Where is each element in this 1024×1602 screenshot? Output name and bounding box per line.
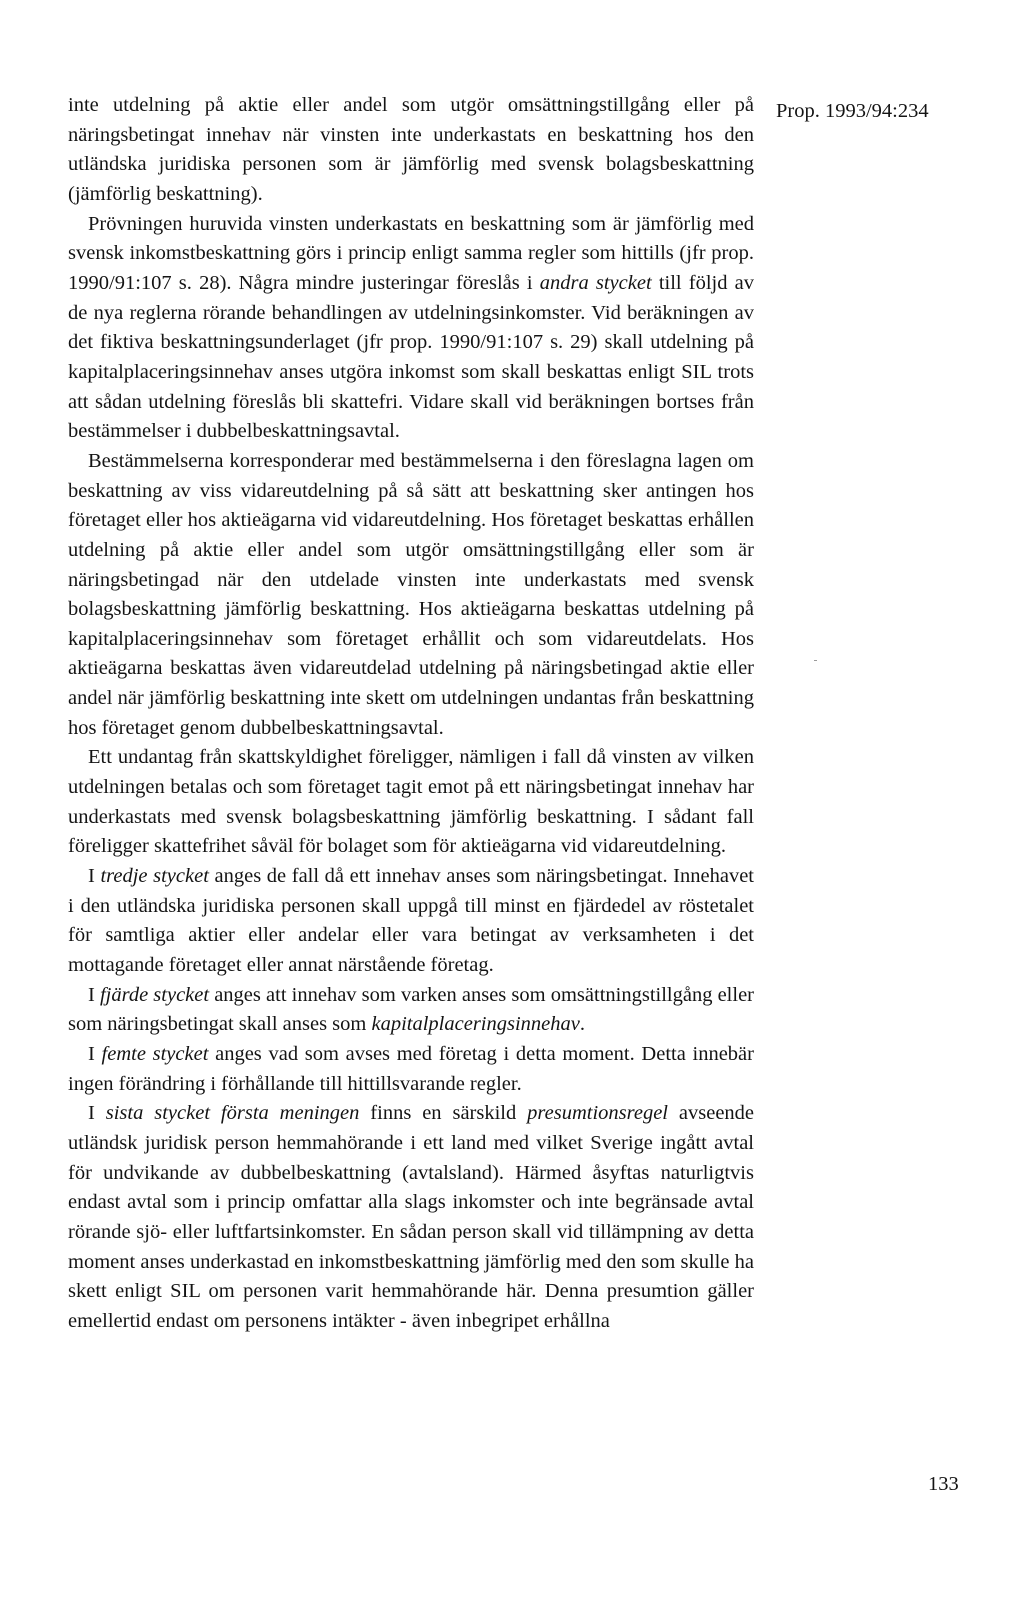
document-reference: Prop. 1993/94:234 — [776, 100, 929, 122]
text-run: I — [88, 865, 101, 888]
paragraph — [68, 981, 754, 1040]
italic-term: kapitalplaceringsinnehav — [371, 1013, 580, 1036]
italic-term: tredje stycket — [100, 865, 209, 888]
text-run: Ett undantag från skattskyldighet föreligger, nämligen i fall då vinsten av vilken utdelningen betalas och som företaget tagit emot på ett näringsbetingat innehav har underkastats med svensk bolagsbeskattning jämförlig beskattning. I sådant fall föreligger skattefrihet såväl för bolaget som för aktieägarna vid vidareutdelning. — [68, 746, 754, 858]
text-run: Prövningen huruvida vinsten underkastats en beskattning som är jämförlig med svensk inkomstbeskattning görs i princip enligt samma regler som hittills (jfr prop. 1990/91:107 s. 28). Några mindre justeringar föreslås i — [68, 212, 754, 294]
paragraph — [68, 91, 754, 210]
text-run: till följd av de nya reglerna rörande behandlingen av utdelningsinkomster. Vid beräkningen av det fiktiva beskattningsunderlaget (jfr prop. 1990/91:107 s. 29) skall utdelning på kapitalplaceringsinnehav anses utgöra inkomst som skall beskattas enligt SIL trots att sådan utdelning föreslås bli skattefri. Vidare skall vid beräkningen bortses från bestämmelser i dubbelbeskattningsavtal. — [68, 271, 754, 443]
text-run: avseende utländsk juridisk person hemmahörande i ett land med vilket Sverige ingått avtal för undvikande av dubbelbeskattning (avtalsland). Härmed åsyftas naturligtvis endast avtal som i princip omfattar alla slags inkomster och inte begränsade avtal rörande sjö- eller luftfartsinkomster. En sådan person skall vid tillämpning av detta moment anses underkastad en inkomstbeskattning jämförlig med den som skulle ha skett enligt SIL om personen varit hemmahörande här. Denna presumtion gäller emellertid endast om personens intäkter - även inbegripet erhållna — [68, 1102, 755, 1332]
italic-term: fjärde stycket — [99, 983, 210, 1006]
paragraph — [68, 1040, 754, 1099]
text-run: anges de fall då ett innehav anses som näringsbetingat. Innehavet i den utländska juridiska personen skall uppgå till minst en fjärdedel av röstetalet för samtliga aktier eller andelar eller vara betingat av verksamheten i det mottagande företaget eller annat närstående företag. — [68, 865, 755, 977]
italic-term: presumtionsregel — [527, 1102, 668, 1125]
text-run: finns en särskild — [359, 1102, 528, 1125]
body-text — [68, 91, 754, 1337]
italic-term: femte stycket — [101, 1043, 209, 1065]
paragraph — [68, 447, 754, 744]
text-run: anges att innehav som varken anses som omsättningstillgång eller som näringsbetingat skall anses som — [68, 983, 754, 1036]
text-run: I — [88, 1043, 102, 1065]
text-run: I — [88, 983, 100, 1006]
paragraph — [68, 862, 754, 981]
text-run: . — [579, 1013, 585, 1036]
paragraph — [68, 1099, 754, 1336]
scan-speck — [814, 660, 817, 661]
paragraph — [68, 210, 754, 447]
text-run: inte utdelning på aktie eller andel som utgör omsättningstillgång eller på näringsbetingat innehav när vinsten inte underkastats en beskattning hos den utländska juridiska personen som är jämförlig med svensk bolagsbeskattning (jämförlig beskattning). — [68, 94, 754, 205]
text-run: anges vad som avses med företag i detta moment. Detta innebär ingen förändring i förhållande till hittillsvarande regler. — [68, 1043, 754, 1095]
italic-term: sista stycket första meningen — [105, 1102, 360, 1125]
text-run: Bestämmelserna korresponderar med bestämmelserna i den föreslagna lagen om beskattning av viss vidareutdelning på så sätt att beskattning sker antingen hos företaget eller hos aktieägarna vid vidareutdelning. Hos företaget beskattas erhållen utdelning på aktie eller andel som utgör omsättningstillgång eller som är näringsbetingad när den utdelade vinsten inte underkastats med svensk bolagsbeskattning jämförlig beskattning. Hos aktieägarna beskattas utdelning på kapitalplaceringsinnehav som företaget erhållit och som vidareutdelats. Hos aktieägarna beskattas även vidareutdelad utdelning på näringsbetingad aktie eller andel när jämförlig beskattning inte skett om utdelningen undantas från beskattning hos företaget genom dubbelbeskattningsavtal. — [68, 449, 754, 739]
page-number: 133 — [928, 1473, 959, 1495]
text-run: I — [88, 1102, 106, 1125]
paragraph — [68, 743, 754, 862]
italic-term: andra stycket — [539, 271, 652, 294]
